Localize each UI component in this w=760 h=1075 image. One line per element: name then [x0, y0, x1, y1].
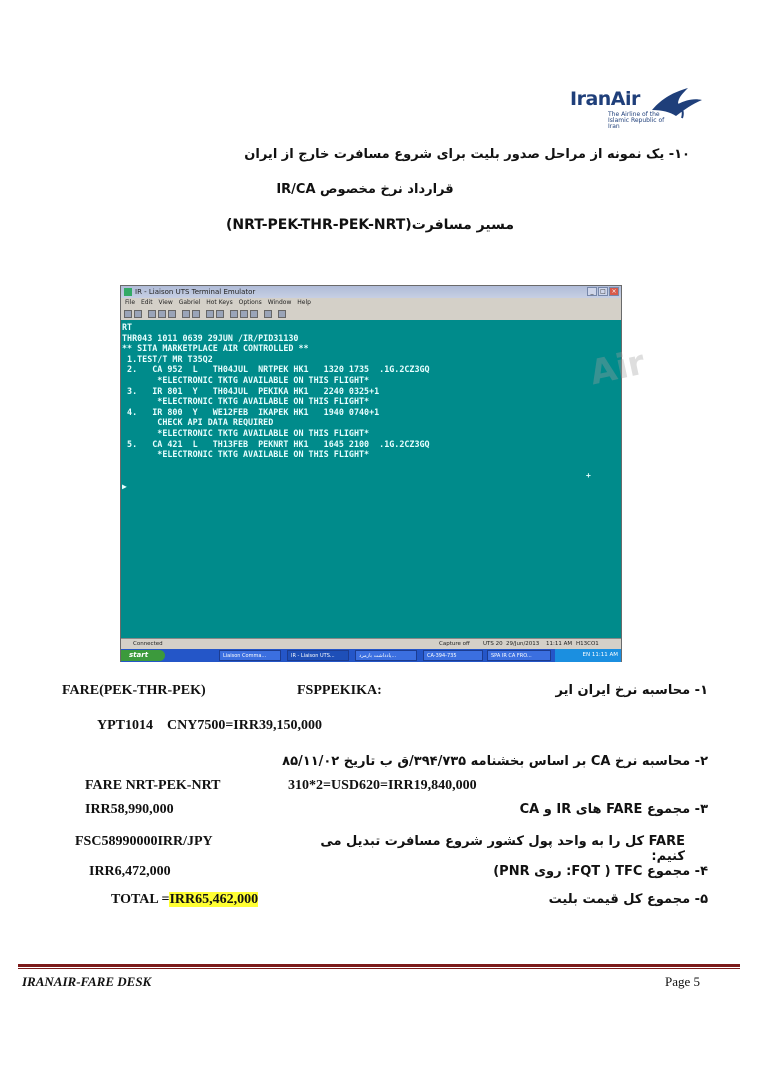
iranair-logo: [548, 82, 708, 132]
step-4-label: ۴- مجموع TFC ( FQT: روی PNR): [493, 864, 708, 879]
footer-divider-thin: [18, 968, 740, 969]
tray-clock: 11:11 AM: [591, 652, 618, 658]
menu-file[interactable]: File: [125, 299, 136, 306]
footer-department: IRANAIR-FARE DESK: [22, 974, 152, 989]
logo-name: IranAir: [570, 88, 640, 110]
fare-command: FSPPEKIKA:: [297, 683, 382, 698]
save-icon[interactable]: [250, 310, 258, 318]
terminal-line: *ELECTRONIC TKTG AVAILABLE ON THIS FLIGHT*: [122, 427, 370, 438]
status-date: 29/Jun/2013: [506, 641, 540, 647]
footer-divider: [18, 964, 740, 967]
watermark: Air: [586, 342, 649, 394]
taskbar-item[interactable]: CA-394-735: [423, 650, 483, 661]
menu-hot-keys[interactable]: Hot Keys: [206, 299, 233, 306]
window-icon[interactable]: [264, 310, 272, 318]
ca-fare-route: FARE NRT-PEK-NRT: [85, 778, 221, 793]
fare-total-value: IRR58,990,000: [85, 802, 174, 817]
play-icon[interactable]: [230, 310, 238, 318]
settings-icon[interactable]: [216, 310, 224, 318]
grand-total-value: IRR65,462,000: [169, 892, 259, 907]
connect-icon[interactable]: [124, 310, 132, 318]
iranair-fare-calc: YPT1014 CNY7500=IRR39,150,000: [97, 718, 322, 733]
terminal-line: 2. CA 952 L TH04JUL NRTPEK HK1 1320 1735 .1G.2CZ3GQ: [122, 364, 430, 375]
terminal-line: 4. IR 800 Y WE12FEB IKAPEK HK1 1940 0740+1: [122, 406, 380, 417]
tray-language[interactable]: EN: [582, 652, 591, 658]
status-capture: Capture off: [439, 641, 470, 647]
taskbar-item[interactable]: یادداشت بازمرد...: [355, 650, 417, 661]
window-title: IR - Liaison UTS Terminal Emulator: [135, 288, 256, 296]
terminal-line: *ELECTRONIC TKTG AVAILABLE ON THIS FLIGHT*: [122, 374, 370, 385]
page-number: Page 5: [665, 974, 701, 989]
menu-options[interactable]: Options: [238, 299, 262, 306]
minimize-button[interactable]: _: [587, 287, 597, 296]
status-uts: UTS 20: [483, 641, 503, 647]
contract-title: قرارداد نرخ مخصوص IR/CA: [276, 182, 454, 197]
print-icon[interactable]: [148, 310, 156, 318]
toolbar: [121, 308, 621, 320]
step-1-label: ۱- محاسبه نرخ ایران ایر: [555, 683, 708, 698]
disconnect-icon[interactable]: [134, 310, 142, 318]
open-icon[interactable]: [240, 310, 248, 318]
menu-gabriel[interactable]: Gabriel: [178, 299, 201, 306]
status-code: H13CO1: [576, 641, 599, 647]
section-heading: ۱۰- یک نمونه از مراحل صدور بلیت برای شروع مسافرت خارج از ایران: [244, 147, 690, 162]
grand-total-label: TOTAL =: [111, 892, 170, 907]
menu-help[interactable]: Help: [297, 299, 311, 306]
terminal-screen[interactable]: [121, 320, 621, 638]
status-connected: Connected: [133, 641, 163, 647]
tfc-total-value: IRR6,472,000: [89, 864, 171, 879]
close-button[interactable]: ×: [609, 287, 619, 296]
menu-view[interactable]: View: [158, 299, 173, 306]
logo-tagline: The Airline of the Islamic Republic of Iran: [608, 111, 665, 130]
system-tray: [555, 649, 621, 662]
terminal-plus-marker: +: [586, 471, 591, 480]
terminal-line: *ELECTRONIC TKTG AVAILABLE ON THIS FLIGHT*: [122, 449, 370, 460]
menu-edit[interactable]: Edit: [140, 299, 153, 306]
terminal-line: RT: [122, 322, 133, 332]
terminal-line: 1.TEST/T MR T35Q2: [122, 353, 213, 364]
windows-taskbar: [121, 649, 621, 662]
route-title: مسیر مسافرت(NRT-PEK-THR-PEK-NRT): [225, 217, 515, 233]
taskbar-item[interactable]: Liaison Comma...: [219, 650, 281, 661]
menu-window[interactable]: Window: [267, 299, 292, 306]
maximize-button[interactable]: □: [598, 287, 608, 296]
step-5-label: ۵- مجموع کل قیمت بلیت: [548, 892, 708, 907]
terminal-line: 3. IR 801 Y TH04JUL PEKIKA HK1 2240 0325+1: [122, 385, 380, 396]
app-icon: [124, 288, 132, 296]
fare-route-label: FARE(PEK-THR-PEK): [62, 683, 206, 698]
find-icon[interactable]: [206, 310, 214, 318]
window-titlebar: [121, 286, 621, 298]
start-button[interactable]: start: [121, 650, 165, 661]
step-3-label: ۳- مجموع FARE های IR و CA: [519, 802, 708, 817]
send-icon[interactable]: [158, 310, 166, 318]
step-2-label: ۲- محاسبه نرخ CA بر اساس بخشنامه ۳۹۴/۷۳۵/ق ب تاریخ ۸۵/۱۱/۰۲: [282, 754, 708, 769]
terminal-line: THR043 1011 0639 29JUN /IR/PID31130: [122, 332, 299, 343]
terminal-line: 5. CA 421 L TH13FEB PEKNRT HK1 1645 2100 .1G.2CZ3GQ: [122, 438, 430, 449]
copy-icon[interactable]: [182, 310, 190, 318]
help-icon[interactable]: [278, 310, 286, 318]
paste-icon[interactable]: [192, 310, 200, 318]
terminal-cursor: ▶: [122, 482, 127, 491]
terminal-line: *ELECTRONIC TKTG AVAILABLE ON THIS FLIGHT*: [122, 396, 370, 407]
terminal-line: CHECK API DATA REQUIRED: [122, 417, 274, 428]
terminal-line: ** SITA MARKETPLACE AIR CONTROLLED **: [122, 343, 309, 354]
status-time: 11:11 AM: [546, 641, 573, 647]
taskbar-item[interactable]: SPA IR CA FRO...: [487, 650, 551, 661]
grand-total: [111, 892, 258, 908]
ca-fare-calc: 310*2=USD620=IRR19,840,000: [288, 778, 477, 793]
terminal-window-screenshot: [120, 285, 622, 662]
fsc-command: FSC58990000IRR/JPY: [75, 834, 213, 849]
homa-bird-icon: [648, 82, 706, 122]
menu-bar: [121, 298, 621, 308]
capture-icon[interactable]: [168, 310, 176, 318]
conversion-note: FARE کل را به واحد پول کشور شروع مسافرت تبدیل می کنیم:: [320, 834, 685, 864]
taskbar-item-active[interactable]: IR - Liaison UTS...: [287, 650, 349, 661]
